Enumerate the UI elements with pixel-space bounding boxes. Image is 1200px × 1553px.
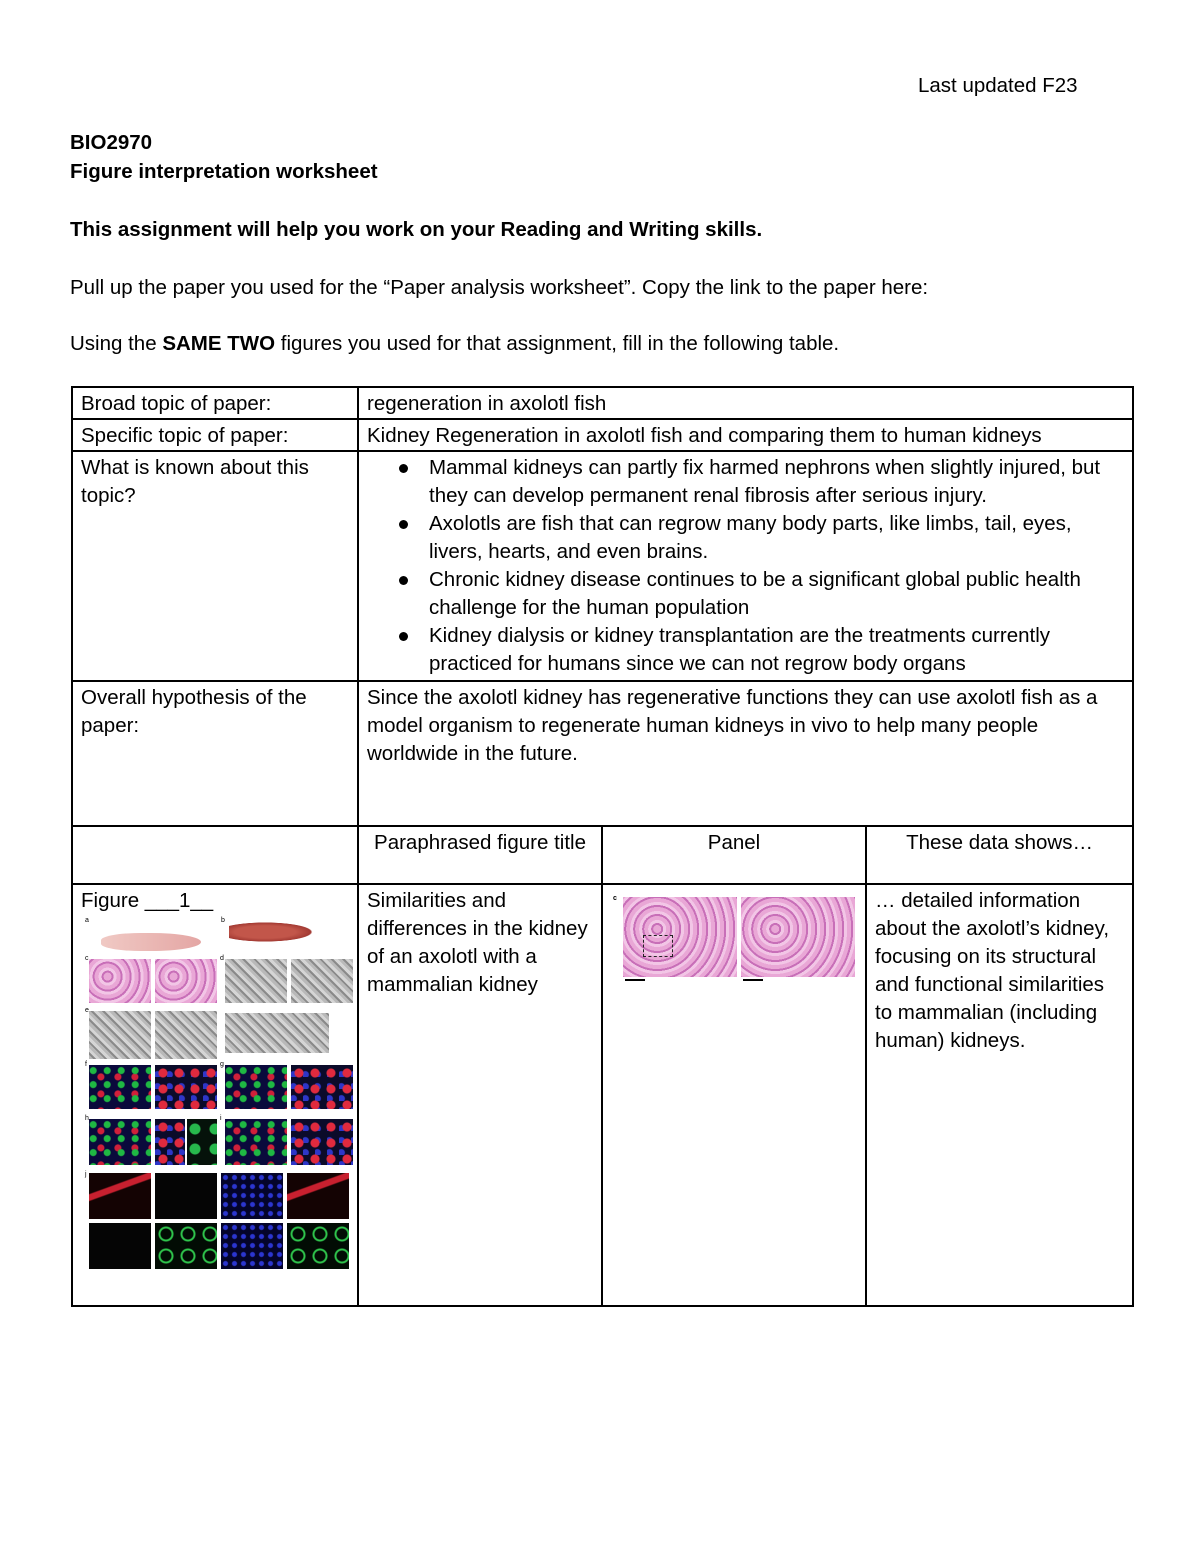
fluorescence-image [221,1223,283,1269]
panel-letter-j: j [85,1171,87,1178]
fluorescence-image [225,1065,287,1109]
kidney-photo [229,921,319,943]
panel-c-image [613,895,858,983]
scale-bar [743,979,763,981]
figure-row [72,884,1133,1306]
known-label: What is known about this topic? [72,451,358,681]
figure-title-cell: Similarities and differences in the kidney of an axolotl with a mammalian kidney [358,884,602,1306]
worksheet-title: Figure interpretation worksheet [70,160,378,183]
zoom-box [643,935,673,957]
fluorescence-image [155,1065,217,1109]
panel-letter-i: i [220,1115,222,1122]
known-row [72,451,1133,681]
fluorescence-image [89,1119,151,1165]
known-item: Mammal kidneys can partly fix harmed nephrons when slightly injured, but they can develop permanent renal fibrosis after serious injury. [359,454,1124,510]
instruction-post: figures you used for that assignment, fill in the following table. [275,332,840,355]
panel-letter-h: h [85,1115,89,1122]
fluorescence-image [291,1119,353,1165]
broad-topic-value: regeneration in axolotl fish [358,387,1133,419]
specific-topic-row [72,419,1133,451]
panel-letter-f: f [85,1061,87,1068]
panel-letter-b: b [221,917,225,924]
hypothesis-label: Overall hypothesis of the paper: [72,681,358,826]
panel-cell [602,884,866,1306]
axolotl-photo [101,933,201,951]
fluorescence-image [225,1119,287,1165]
known-item: Chronic kidney disease continues to be a significant global public health challenge for the human population [359,566,1124,622]
fluorescence-image [89,1065,151,1109]
broad-topic-row [72,387,1133,419]
skills-line: This assignment will help you work on your Reading and Writing skills. [70,218,763,241]
em-image [155,1011,217,1059]
fluorescence-image [89,1173,151,1219]
shows-column-header: These data shows… [866,826,1133,884]
panel-column-header: Panel [602,826,866,884]
em-image [225,959,287,1003]
fluorescence-image [187,1119,217,1165]
instruction-line [70,330,839,358]
broad-topic-label: Broad topic of paper: [72,387,358,419]
scale-bar [625,979,645,981]
fluorescence-image [221,1173,283,1219]
em-image [89,1011,151,1059]
hypothesis-value: Since the axolotl kidney has regenerative functions they can use axolotl fish as a model organism to regenerate human kidneys in vivo to help many people worldwide in the future. [358,681,1133,826]
specific-topic-value: Kidney Regeneration in axolotl fish and comparing them to human kidneys [358,419,1133,451]
fluorescence-image [287,1223,349,1269]
panel-c-letter: c [613,895,617,902]
fluorescence-image [291,1065,353,1109]
figure-cell [72,884,358,1306]
panel-letter-d: d [220,955,224,962]
fluorescence-image [155,1119,185,1165]
figure-label: Figure ___1__ [81,889,214,912]
known-item: Axolotls are fish that can regrow many body parts, like limbs, tail, eyes, livers, hearts, and even brains. [359,510,1124,566]
worksheet-table [71,386,1134,1307]
paper-link-line: Pull up the paper you used for the “Paper analysis worksheet”. Copy the link to the paper here: [70,276,929,299]
last-updated: Last updated F23 [918,74,1078,97]
panel-letter-e: e [85,1007,89,1014]
blank-header-cell [72,826,358,884]
known-item: Kidney dialysis or kidney transplantation are the treatments currently practiced for humans since we can not regrow body organs [359,622,1124,678]
em-image [225,1013,329,1053]
panel-letter-g: g [220,1061,224,1068]
fluorescence-image [155,1173,217,1219]
instruction-emphasis: SAME TWO [162,332,276,355]
he-stain-highmag [741,897,855,977]
panel-letter-a: a [85,917,89,924]
specific-topic-label: Specific topic of paper: [72,419,358,451]
fluorescence-image [155,1223,217,1269]
he-stain-image [155,959,217,1003]
title-column-header: Paraphrased figure title [358,826,602,884]
figure-thumbnail [81,915,358,1305]
data-shows-cell: … detailed information about the axolotl’s kidney, focusing on its structural and functional similarities to mammalian (including human) kidneys. [866,884,1133,1306]
hypothesis-row [72,681,1133,826]
instruction-pre: Using the [70,332,163,355]
column-header-row [72,826,1133,884]
fluorescence-image [89,1223,151,1269]
em-image [291,959,353,1003]
panel-letter-c: c [85,955,89,962]
he-stain-image [89,959,151,1003]
course-code: BIO2970 [70,131,153,154]
known-list [359,454,1124,678]
known-content [358,451,1133,681]
he-stain-lowmag [623,897,737,977]
fluorescence-image [287,1173,349,1219]
